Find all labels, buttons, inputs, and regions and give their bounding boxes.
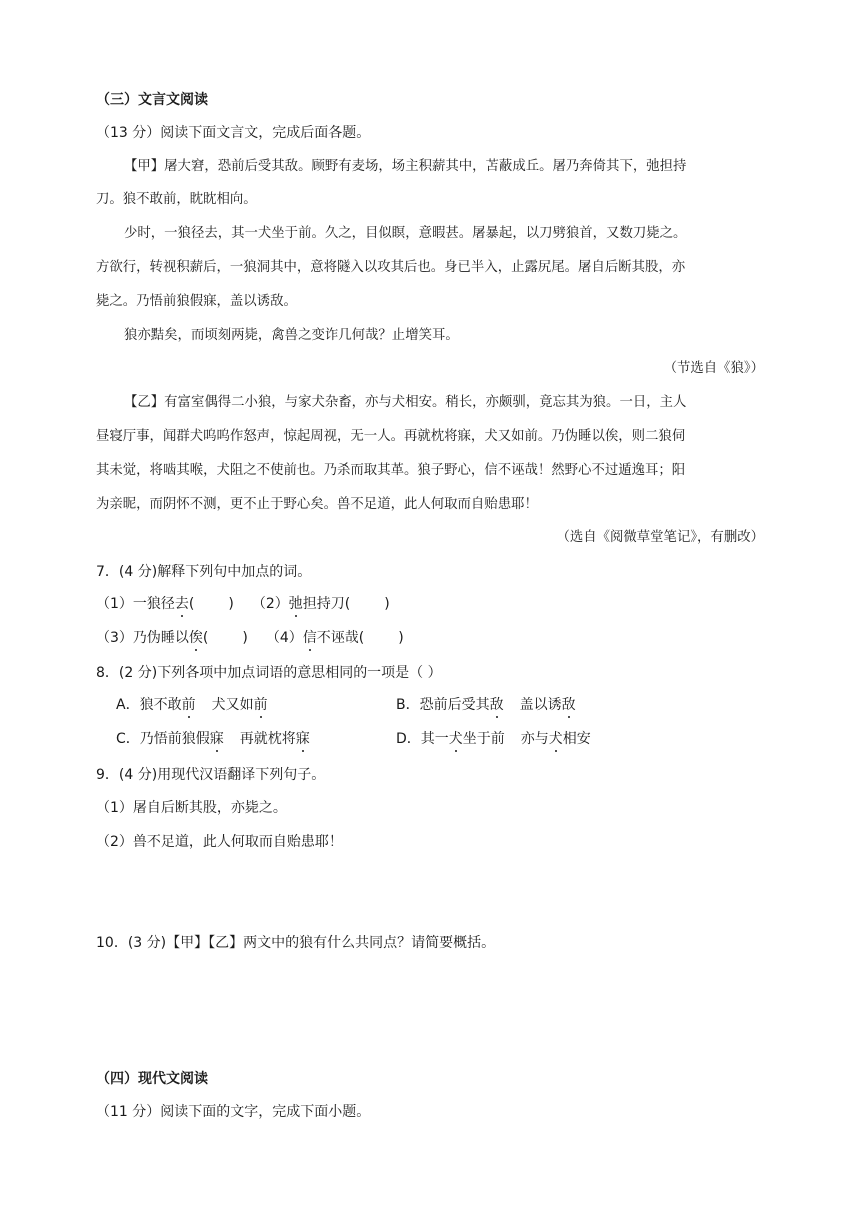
passage-line: 为亲昵，而阴怀不测，更不止于野心矣。兽不足道，此人何取而自贻患耶！ — [96, 497, 538, 512]
dotted-word: 犬 — [448, 731, 463, 747]
item-text: 乃伪睡以 — [132, 630, 189, 646]
dotted-word: 犬 — [548, 731, 563, 747]
q7-row-1 — [96, 597, 390, 611]
passage-line: 【乙】有富室偶得二小狼，与家犬杂畜，亦与犬相安。稍长，亦颇驯，竟忘其为狼。一日，主人 — [124, 395, 687, 410]
option-label: B． — [396, 697, 420, 713]
q9-item: （1）屠自后断其股，亦毙之。 — [96, 800, 287, 816]
question-stem: 9．(4 分)用现代汉语翻译下列句子。 — [96, 767, 326, 783]
section-heading: （四）现代文阅读 — [96, 1071, 208, 1087]
dotted-word: 前 — [253, 697, 268, 713]
passage-line: 狼亦黠矣，而顷刻两毙，禽兽之变诈几何哉？止增笑耳。 — [124, 328, 459, 343]
q7-row-2 — [96, 631, 404, 645]
dotted-word: 弛 — [288, 596, 303, 612]
dotted-word: 敌 — [489, 697, 504, 713]
option-a[interactable]: A．狼不敢前 犬又如前 — [116, 697, 268, 713]
passage-line: 昼寝厅事，闻群犬呜呜作怒声，惊起周视，无一人。再就枕将寐，犬又如前。乃伪睡以俟，则二狼伺 — [96, 429, 686, 444]
item-text: 一狼径 — [132, 596, 175, 612]
dotted-word: 信 — [302, 630, 317, 646]
answer-bracket: ( — [344, 596, 351, 612]
dotted-word: 俟 — [188, 630, 203, 646]
dotted-word: 敌 — [561, 697, 576, 713]
passage-source: （节选自《狼》） — [663, 361, 764, 376]
answer-bracket: ( — [202, 630, 209, 646]
passage-line: 方欲行，转视积薪后，一狼洞其中，意将隧入以攻其后也。身已半入，止露尻尾。屠自后断其股，亦 — [96, 260, 686, 275]
answer-bracket: ) — [228, 596, 234, 612]
dotted-word: 寐 — [209, 731, 224, 747]
option-d[interactable]: D．其一犬坐于前 亦与犬相安 — [396, 731, 591, 747]
item-number: （2） — [251, 596, 289, 612]
section-intro: （11 分）阅读下面的文字，完成下面小题。 — [96, 1104, 371, 1120]
dotted-word: 去 — [174, 596, 189, 612]
option-label: C． — [116, 731, 140, 747]
passage-line: 【甲】屠大窘，恐前后受其敌。顾野有麦场，场主积薪其中，苫蔽成丘。屠乃奔倚其下，弛担持 — [124, 159, 687, 174]
passage-line: 毙之。乃悟前狼假寐，盖以诱敌。 — [96, 294, 297, 309]
question-stem: 10．(3 分)【甲】【乙】两文中的狼有什么共同点？请简要概括。 — [96, 935, 496, 951]
option-c[interactable]: C．乃悟前狼假寐 再就枕将寐 — [116, 731, 310, 747]
passage-line: 少时，一狼径去，其一犬坐于前。久之，目似瞑，意暇甚。屠暴起，以刀劈狼首，又数刀毙之。 — [124, 226, 687, 241]
section-heading: （三）文言文阅读 — [96, 92, 208, 108]
option-b[interactable]: B．恐前后受其敌 盖以诱敌 — [396, 697, 576, 713]
q9-item: （2）兽不足道，此人何取而自贻患耶！ — [96, 834, 343, 850]
passage-line: 刀。狼不敢前，眈眈相向。 — [96, 192, 257, 207]
dotted-word: 前 — [181, 697, 196, 713]
question-stem: 7．(4 分)解释下列句中加点的词。 — [96, 564, 312, 580]
passage-line: 其未觉，将啮其喉，犬阻之不使前也。乃杀而取其革。狼子野心，信不诬哉！然野心不过遁逸耳；阳 — [96, 463, 686, 478]
answer-bracket: ) — [398, 630, 404, 646]
answer-bracket: ) — [242, 630, 248, 646]
item-number: （4） — [265, 630, 303, 646]
item-text: 担持刀 — [302, 596, 345, 612]
item-number: （3） — [96, 630, 133, 646]
section-intro: （13 分）阅读下面文言文，完成后面各题。 — [96, 125, 371, 141]
answer-bracket: ( — [358, 630, 365, 646]
passage-source: （选自《阅微草堂笔记》，有删改） — [556, 530, 764, 545]
item-text: 不诬哉 — [316, 630, 359, 646]
dotted-word: 寐 — [295, 731, 310, 747]
option-label: D． — [396, 731, 421, 747]
answer-bracket: ( — [188, 596, 195, 612]
item-number: （1） — [96, 596, 133, 612]
option-label: A． — [116, 697, 140, 713]
answer-bracket: ) — [384, 596, 390, 612]
question-stem: 8．(2 分)下列各项中加点词语的意思相同的一项是（ ） — [96, 665, 442, 681]
